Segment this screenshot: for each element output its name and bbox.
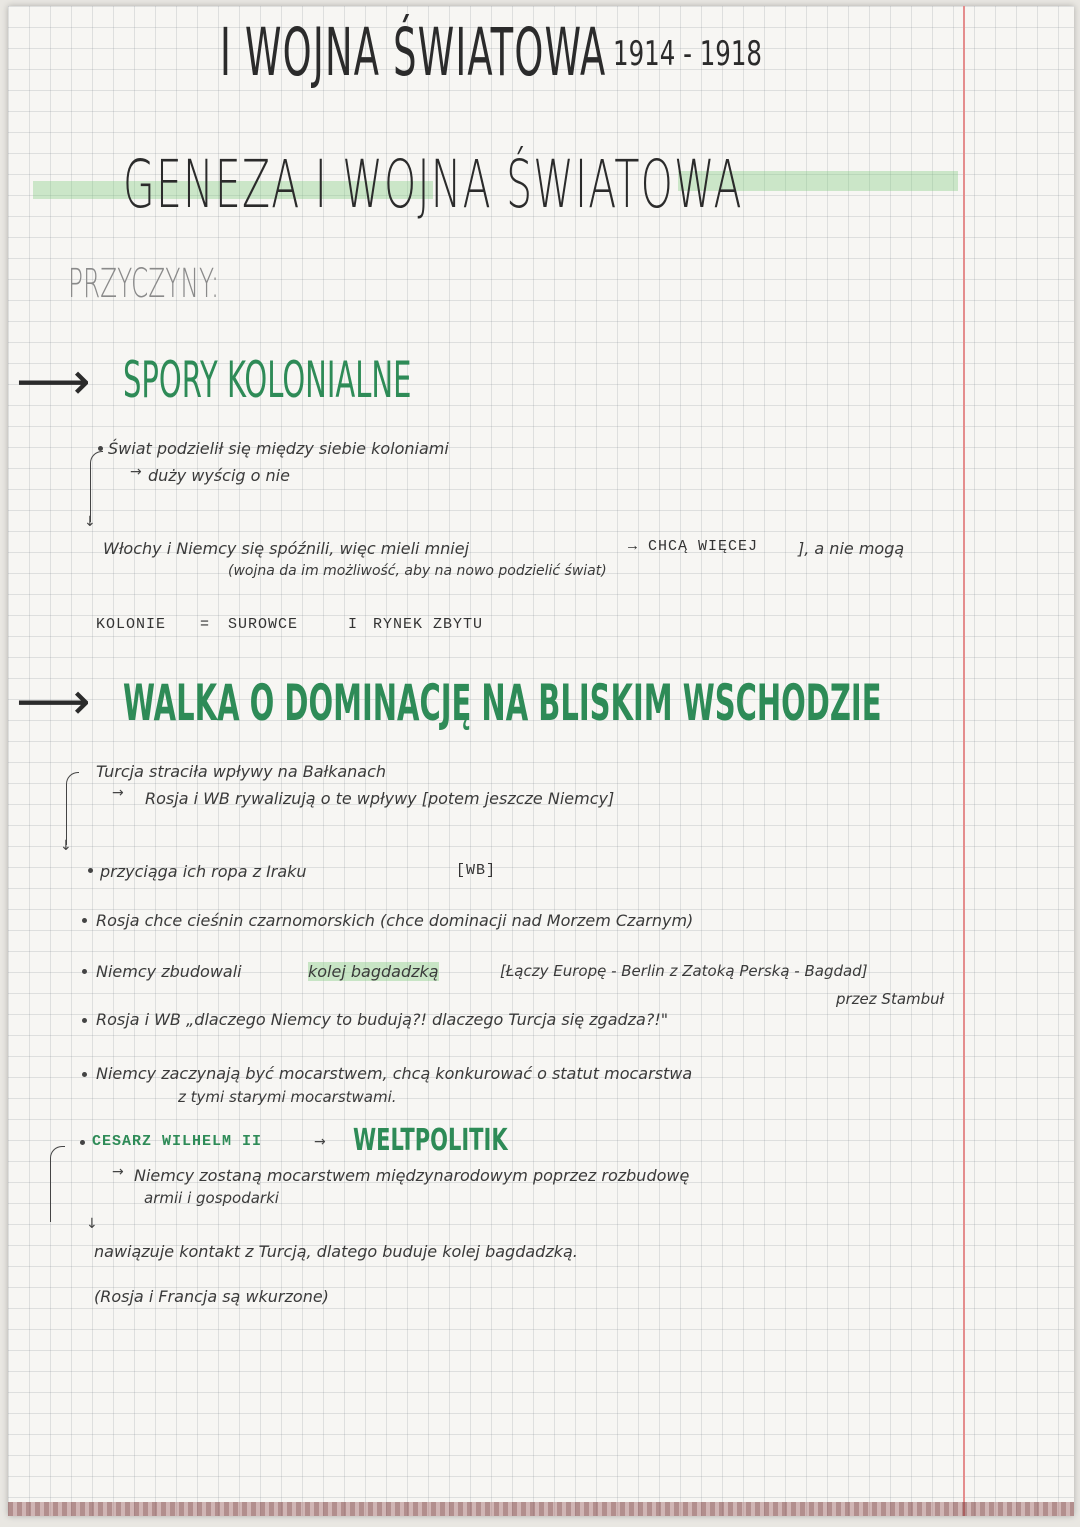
bracket-arrow-icon [90,451,103,522]
bracket-arrow-icon [66,772,79,845]
bracket-arrow-icon [50,1146,65,1222]
weltpolitik-label: WELTPOLITIK [353,1123,508,1158]
emperor-label: CESARZ WILHELM II [92,1133,263,1150]
formula-term: SUROWCE [228,616,299,633]
list-item: przyciąga ich ropa z Iraku [100,862,307,881]
note-line: Turcja straciła wpływy na Bałkanach [96,762,387,781]
list-item: Rosja chce cieśnin czarnomorskich (chce dominacji nad Morzem Czarnym) [96,911,694,930]
arrow-right-icon: ⟶ [16,352,91,412]
note-line: Niemcy zostaną mocarstwem międzynarodowym poprzez rozbudowę [134,1166,690,1185]
section-heading-colonial: SPORY KOLONIALNE [123,351,412,409]
title-years: 1914 - 1918 [613,34,763,74]
arrow-down-icon: ↓ [60,838,72,854]
list-item: Rosja i WB „dlaczego Niemcy to budują?! dlaczego Turcja się zgadza?!" [96,1010,669,1029]
note-line: Świat podzielił się między siebie koloniami [108,439,449,458]
note-line: armii i gospodarki [144,1189,279,1207]
formula-operator: = [200,616,211,633]
note-line: (Rosja i Francja są wkurzone) [94,1287,329,1306]
note-line: ], a nie mogą [798,539,905,558]
margin-line [963,6,965,1516]
formula-term: KOLONIE [96,616,167,633]
bullet [80,1140,85,1145]
arrow-right-icon: → [130,464,142,480]
note-line: Rosja i WB rywalizują o te wpływy [potem jeszcze Niemcy] [145,789,615,808]
list-item-note: przez Stambuł [836,990,944,1008]
bullet [82,918,87,923]
bullet [82,969,87,974]
section-label: PRZYCZYNY: [68,261,220,307]
bullet [88,868,93,873]
list-item-tag: [WB] [456,862,497,879]
bullet [82,1018,87,1023]
arrow-right-icon: → [112,1164,124,1180]
bullet [98,446,103,451]
note-emphasis: → CHCĄ WIĘCEJ [628,538,759,555]
note-line: Włochy i Niemcy się spóźnili, więc mieli mniej [103,539,470,558]
bullet [82,1072,87,1077]
page-subtitle: GENEZA I WOJNA ŚWIATOWA [123,146,743,223]
formula-term: RYNEK ZBYTU [373,616,484,633]
arrow-down-icon: ↓ [84,514,96,530]
note-line: duży wyścig o nie [148,466,290,485]
page-title: I WOJNA ŚWIATOWA [220,14,607,91]
arrow-right-icon: → [112,785,124,801]
arrow-right-icon: → [314,1134,326,1150]
formula-operator: I [348,616,359,633]
list-item: Niemcy zaczynają być mocarstwem, chcą konkurować o statut mocarstwa [96,1064,693,1083]
list-item: [Łączy Europę - Berlin z Zatoką Perską - Bagdad] [500,962,868,980]
section-heading-middle-east: WALKA O DOMINACJĘ NA BLISKIM WSCHODZIE [123,674,882,732]
note-line: (wojna da im możliwość, aby na nowo podzielić świat) [228,563,607,579]
list-item: Niemcy zbudowali [96,962,242,981]
note-line: nawiązuje kontakt z Turcją, dlatego buduje kolej bagdadzką. [94,1242,578,1261]
page-edge [8,1502,1074,1516]
highlighted-term: kolej bagdadzką [308,962,439,981]
notebook-page [8,6,1074,1516]
arrow-right-icon: ⟶ [16,672,91,732]
arrow-down-icon: ↓ [86,1216,98,1232]
list-item: z tymi starymi mocarstwami. [178,1088,397,1106]
